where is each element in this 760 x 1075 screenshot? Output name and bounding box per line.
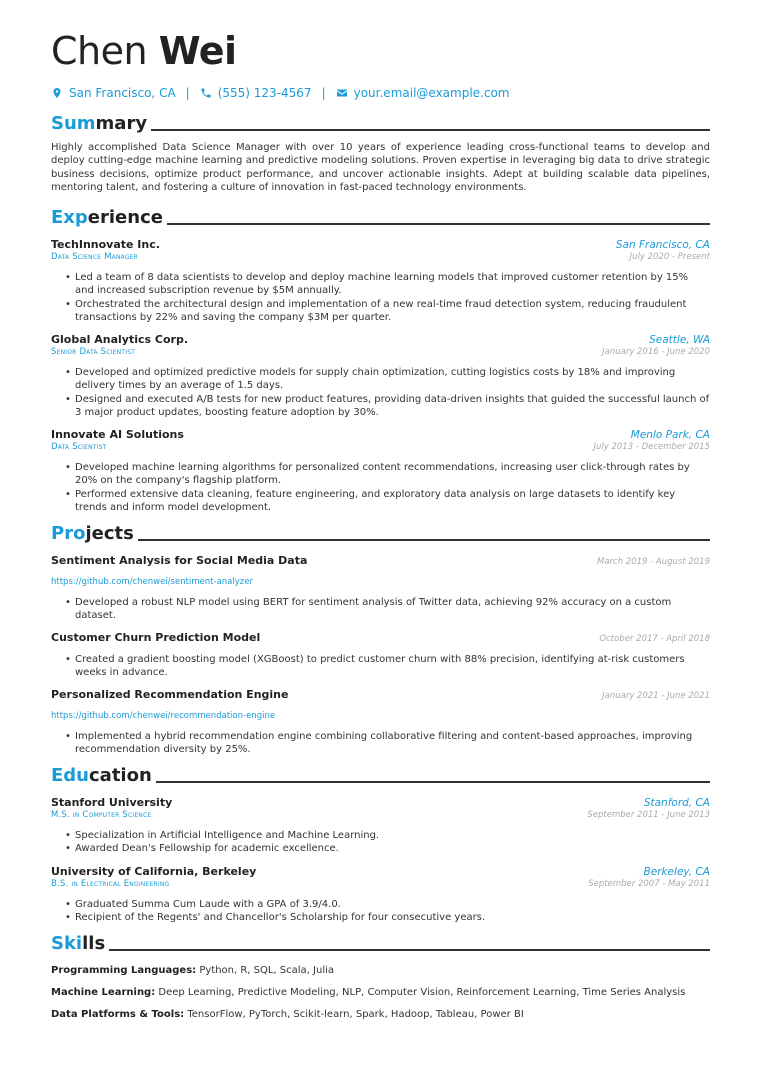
entry-subheader bbox=[51, 347, 710, 357]
first-name: Chen bbox=[51, 29, 148, 73]
bullet-list bbox=[65, 596, 710, 623]
project-link[interactable] bbox=[51, 703, 710, 722]
skill-row bbox=[51, 986, 710, 999]
entry-subheader bbox=[51, 879, 710, 889]
section-rule bbox=[138, 539, 710, 541]
project-entry bbox=[51, 688, 710, 757]
entry-dates: October 2017 - April 2018 bbox=[599, 633, 710, 644]
entry-header bbox=[51, 554, 710, 567]
summary-heading bbox=[51, 113, 710, 135]
entry-location: Menlo Park, CA bbox=[630, 428, 710, 441]
title-highlight: Edu bbox=[51, 764, 89, 786]
skills-heading bbox=[51, 933, 710, 955]
education-entry bbox=[51, 796, 710, 856]
experience-entry bbox=[51, 428, 710, 515]
summary-text: Highly accomplished Data Science Manager with over 10 years of experience leading cross-functional teams to develop and deploy cutting-edge machine learning and predictive modeling solutions. Proven expertise in leveraging big data to drive strategic business decisions, optimize product performance, and uncover actionable insights. Adept at building scalable data pipelines, mentoring talent, and fostering a culture of innovation in fast-paced technology environments. bbox=[51, 142, 710, 194]
section-title bbox=[51, 113, 147, 135]
entry-location: Stanford, CA bbox=[643, 796, 710, 809]
job-title: Data Scientist bbox=[51, 441, 107, 452]
contact-info bbox=[51, 86, 710, 100]
bullet-item: • Led a team of 8 data scientists to develop and deploy machine learning models that improved customer retention by 15% and increased subscription revenue by $5M annually. bbox=[65, 271, 710, 298]
company-name: Global Analytics Corp. bbox=[51, 332, 188, 346]
bullet-item: • Developed a robust NLP model using BERT for sentiment analysis of Twitter data, achieving 92% accuracy on a custom dataset. bbox=[65, 596, 710, 623]
contact-separator: | bbox=[185, 86, 190, 100]
entry-location: San Francisco, CA bbox=[615, 238, 710, 251]
entry-location: Seattle, WA bbox=[649, 333, 710, 346]
bullet-item: • Performed extensive data cleaning, feature engineering, and exploratory data analysis on large datasets to identify key trends and inform model development. bbox=[65, 488, 710, 515]
entry-location: Berkeley, CA bbox=[643, 865, 710, 878]
bullet-item: • Developed machine learning algorithms for personalized content recommendations, increasing user click-through rates by 20% on the company's flagship platform. bbox=[65, 461, 710, 488]
location-text: San Francisco, CA bbox=[69, 86, 176, 100]
project-entry bbox=[51, 554, 710, 623]
skill-row bbox=[51, 1008, 710, 1021]
candidate-name bbox=[51, 28, 710, 74]
degree: M.S. in Computer Science bbox=[51, 809, 152, 820]
entry-header bbox=[51, 865, 710, 878]
skill-label: Programming Languages: bbox=[51, 964, 197, 976]
company-name: TechInnovate Inc. bbox=[51, 237, 160, 251]
section-rule bbox=[156, 781, 710, 783]
bullet-list bbox=[65, 829, 710, 856]
projects-heading bbox=[51, 523, 710, 545]
bullet-item: • Developed and optimized predictive models for supply chain optimization, cutting logistics costs by 18% and improving delivery times by an average of 1.5 days. bbox=[65, 366, 710, 393]
email-text: your.email@example.com bbox=[353, 86, 510, 100]
entry-dates: January 2016 - June 2020 bbox=[602, 346, 710, 357]
contact-location bbox=[51, 86, 176, 100]
bullet-list bbox=[65, 366, 710, 420]
title-rest: erience bbox=[87, 206, 163, 228]
degree: B.S. in Electrical Engineering bbox=[51, 878, 170, 889]
entry-header bbox=[51, 428, 710, 441]
entry-dates: September 2007 - May 2011 bbox=[588, 878, 710, 889]
project-entry bbox=[51, 631, 710, 680]
resume-page bbox=[51, 28, 710, 1021]
school-name: Stanford University bbox=[51, 795, 173, 809]
title-rest: jects bbox=[85, 522, 134, 544]
school-name: University of California, Berkeley bbox=[51, 864, 257, 878]
bullet-item: • Recipient of the Regents' and Chancellor's Scholarship for four consecutive years. bbox=[65, 911, 710, 925]
bullet-item: • Graduated Summa Cum Laude with a GPA of 3.9/4.0. bbox=[65, 898, 710, 912]
contact-phone[interactable] bbox=[200, 86, 312, 100]
project-link[interactable] bbox=[51, 569, 710, 588]
skill-value: TensorFlow, PyTorch, Scikit-learn, Spark, Hadoop, Tableau, Power BI bbox=[184, 1008, 524, 1020]
section-rule bbox=[109, 949, 710, 951]
job-title: Data Science Manager bbox=[51, 251, 139, 262]
entry-dates: September 2011 - June 2013 bbox=[587, 809, 710, 820]
section-title bbox=[51, 933, 105, 955]
project-name: Sentiment Analysis for Social Media Data bbox=[51, 553, 308, 567]
skill-value: Deep Learning, Predictive Modeling, NLP, Computer Vision, Reinforcement Learning, Time Series Analysis bbox=[155, 986, 686, 998]
skill-label: Machine Learning: bbox=[51, 986, 156, 998]
skill-label: Data Platforms & Tools: bbox=[51, 1008, 185, 1020]
project-name: Personalized Recommendation Engine bbox=[51, 687, 289, 701]
phone-text: (555) 123-4567 bbox=[217, 86, 312, 100]
entry-header bbox=[51, 238, 710, 251]
title-rest: mary bbox=[95, 113, 148, 134]
bullet-list bbox=[65, 898, 710, 925]
skill-value: Python, R, SQL, Scala, Julia bbox=[196, 964, 335, 976]
entry-header bbox=[51, 631, 710, 644]
entry-header bbox=[51, 333, 710, 346]
map-marker-icon bbox=[51, 87, 63, 99]
bullet-item: • Awarded Dean's Fellowship for academic excellence. bbox=[65, 842, 710, 856]
title-rest: cation bbox=[89, 764, 152, 786]
experience-heading bbox=[51, 207, 710, 229]
entry-dates: January 2021 - June 2021 bbox=[602, 690, 710, 701]
job-title: Senior Data Scientist bbox=[51, 346, 135, 357]
title-rest: lls bbox=[82, 932, 106, 954]
bullet-item: • Orchestrated the architectural design and implementation of a new real-time fraud detection system, reducing fraudulent transactions by 22% and saving the company $3M per quarter. bbox=[65, 298, 710, 325]
section-title bbox=[51, 765, 152, 787]
title-highlight: Exp bbox=[51, 206, 88, 228]
envelope-icon bbox=[336, 87, 348, 99]
project-link-text[interactable]: https://github.com/chenwei/recommendation-engine bbox=[51, 710, 276, 721]
entry-dates: July 2020 - Present bbox=[629, 251, 710, 262]
title-highlight: Pro bbox=[51, 522, 86, 544]
contact-email[interactable] bbox=[336, 86, 510, 100]
entry-header bbox=[51, 688, 710, 701]
bullet-list bbox=[65, 461, 710, 515]
project-name: Customer Churn Prediction Model bbox=[51, 630, 261, 644]
education-entry bbox=[51, 865, 710, 925]
bullet-item: • Implemented a hybrid recommendation engine combining collaborative filtering and content-based approaches, improving recommendation diversity by 25%. bbox=[65, 730, 710, 757]
project-link-text[interactable]: https://github.com/chenwei/sentiment-analyzer bbox=[51, 576, 253, 587]
phone-icon bbox=[200, 87, 212, 99]
entry-subheader bbox=[51, 252, 710, 262]
experience-entry bbox=[51, 238, 710, 325]
title-highlight: Ski bbox=[51, 932, 83, 954]
entry-dates: March 2019 - August 2019 bbox=[597, 556, 710, 567]
bullet-item: • Specialization in Artificial Intelligence and Machine Learning. bbox=[65, 829, 710, 843]
title-highlight: Sum bbox=[51, 113, 96, 134]
entry-subheader bbox=[51, 810, 710, 820]
bullet-list bbox=[65, 271, 710, 325]
section-title bbox=[51, 207, 163, 229]
bullet-list bbox=[65, 653, 710, 680]
skills-list bbox=[51, 964, 710, 1021]
last-name: Wei bbox=[158, 29, 237, 73]
experience-entry bbox=[51, 333, 710, 420]
section-title bbox=[51, 523, 134, 545]
entry-subheader bbox=[51, 442, 710, 452]
section-rule bbox=[167, 223, 710, 225]
bullet-item: • Designed and executed A/B tests for new product features, providing data-driven insights that guided the successful launch of 3 major product updates, boosting feature adoption by 30%. bbox=[65, 393, 710, 420]
skill-row bbox=[51, 964, 710, 977]
entry-dates: July 2013 - December 2015 bbox=[593, 441, 710, 452]
section-rule bbox=[151, 129, 710, 131]
bullet-item: • Created a gradient boosting model (XGBoost) to predict customer churn with 88% precision, identifying at-risk customers weeks in advance. bbox=[65, 653, 710, 680]
company-name: Innovate AI Solutions bbox=[51, 427, 184, 441]
entry-header bbox=[51, 796, 710, 809]
contact-separator: | bbox=[321, 86, 326, 100]
bullet-list bbox=[65, 730, 710, 757]
education-heading bbox=[51, 765, 710, 787]
